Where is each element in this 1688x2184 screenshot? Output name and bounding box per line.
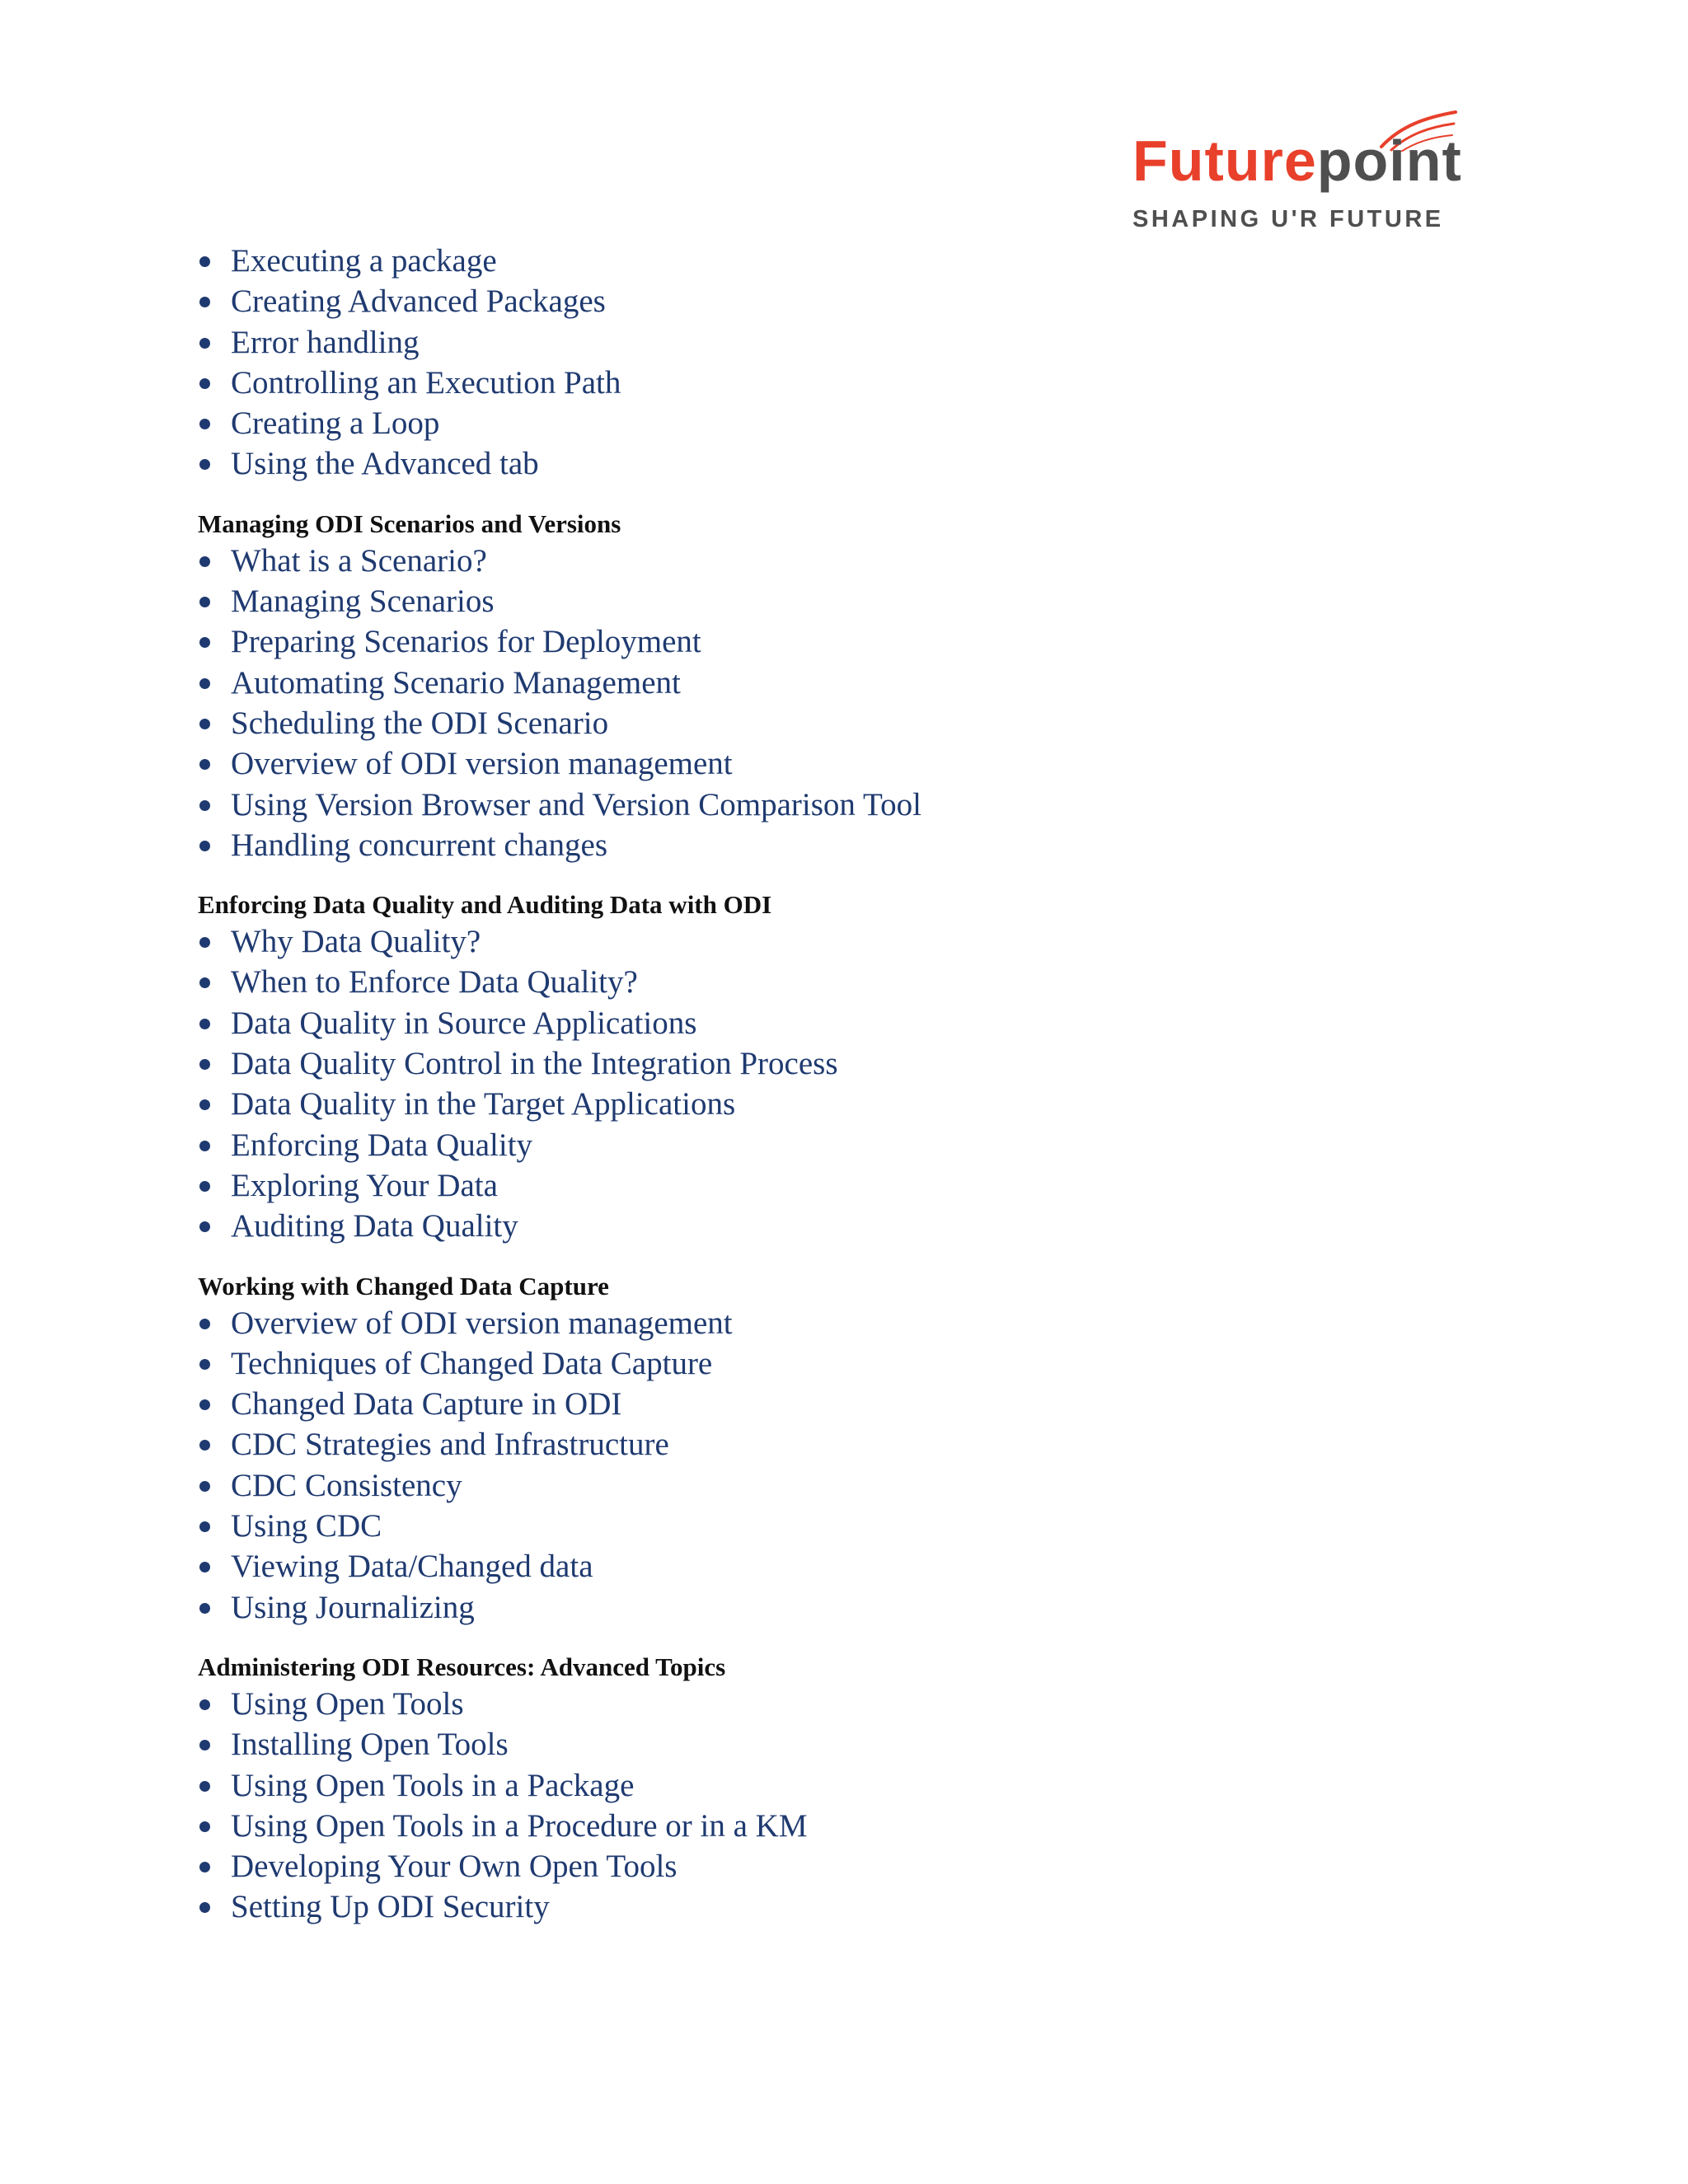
list-item-text: Changed Data Capture in ODI	[231, 1386, 622, 1422]
list-item-text: Exploring Your Data	[231, 1167, 498, 1203]
section-topic-list	[198, 541, 1434, 865]
section	[198, 1270, 1434, 1628]
bullet-icon	[199, 338, 210, 349]
list-item	[198, 785, 1434, 825]
list-item	[198, 1506, 1434, 1546]
list-item	[198, 1303, 1434, 1343]
section-topic-list	[198, 921, 1434, 1246]
list-item-text: Using Journalizing	[231, 1589, 475, 1625]
bullet-icon	[199, 678, 210, 689]
bullet-icon	[199, 719, 210, 729]
list-item	[198, 621, 1434, 662]
bullet-icon	[199, 597, 210, 607]
list-item-text: Handling concurrent changes	[231, 827, 607, 863]
bullet-icon	[199, 1862, 210, 1872]
bullet-icon	[199, 1399, 210, 1410]
bullet-icon	[199, 1141, 210, 1151]
bullet-icon	[199, 1781, 210, 1792]
list-item	[198, 1886, 1434, 1927]
list-item-text: Executing a package	[231, 243, 497, 279]
list-item-text: Installing Open Tools	[231, 1727, 509, 1763]
section-topic-list	[198, 1684, 1434, 1928]
list-item	[198, 1424, 1434, 1465]
list-item	[198, 1546, 1434, 1586]
list-item	[198, 581, 1434, 621]
list-item	[198, 541, 1434, 581]
list-item	[198, 743, 1434, 784]
bullet-icon	[199, 1059, 210, 1070]
list-item-text: CDC Strategies and Infrastructure	[231, 1427, 669, 1463]
sections-container	[198, 508, 1434, 1928]
list-item-text: Why Data Quality?	[231, 924, 481, 960]
bullet-icon	[199, 1902, 210, 1913]
list-item-text: Using Version Browser and Version Comparison Tool	[231, 786, 921, 823]
list-item-text: Using the Advanced tab	[231, 446, 539, 482]
list-item	[198, 363, 1434, 403]
list-item	[198, 663, 1434, 703]
list-item-text: When to Enforce Data Quality?	[231, 964, 638, 1001]
section	[198, 508, 1434, 865]
section-heading: Managing ODI Scenarios and Versions	[198, 509, 621, 538]
list-item-text: Automating Scenario Management	[231, 664, 681, 701]
list-item-text: Preparing Scenarios for Deployment	[231, 624, 701, 660]
bullet-icon	[199, 1359, 210, 1370]
futurepoint-logo	[1131, 105, 1469, 237]
list-item-text: Managing Scenarios	[231, 583, 495, 620]
bullet-icon	[199, 419, 210, 429]
list-item-text: Using CDC	[231, 1508, 382, 1544]
list-item-text: Overview of ODI version management	[231, 746, 733, 782]
bullet-icon	[199, 1099, 210, 1110]
list-item-text: Controlling an Execution Path	[231, 364, 621, 401]
list-item-text: Techniques of Changed Data Capture	[231, 1345, 713, 1381]
bullet-icon	[199, 977, 210, 988]
bullet-icon	[199, 256, 210, 267]
list-item	[198, 1765, 1434, 1806]
bullet-icon	[199, 1181, 210, 1192]
list-item	[198, 1465, 1434, 1506]
logo-wordmark	[1132, 129, 1462, 193]
list-item	[198, 1587, 1434, 1628]
list-item-text: What is a Scenario?	[231, 542, 487, 579]
list-item-text: Enforcing Data Quality	[231, 1127, 533, 1163]
bullet-icon	[199, 800, 210, 811]
list-item	[198, 322, 1434, 363]
bullet-icon	[199, 378, 210, 389]
bullet-icon	[199, 459, 210, 470]
list-item	[198, 825, 1434, 865]
list-item	[198, 1125, 1434, 1165]
list-item-text: Creating Advanced Packages	[231, 284, 606, 320]
section	[198, 888, 1434, 1246]
list-item	[198, 1846, 1434, 1886]
list-item	[198, 1084, 1434, 1124]
list-item	[198, 962, 1434, 1002]
list-item-text: Auditing Data Quality	[231, 1208, 518, 1244]
section-heading: Working with Changed Data Capture	[198, 1271, 609, 1301]
list-item	[198, 443, 1434, 484]
list-item	[198, 921, 1434, 962]
bullet-icon	[199, 1562, 210, 1572]
logo-tagline: SHAPING U'R FUTURE	[1132, 206, 1444, 232]
section	[198, 1651, 1434, 1928]
bullet-icon	[199, 297, 210, 307]
list-item-text: Viewing Data/Changed data	[231, 1549, 593, 1585]
section-heading: Enforcing Data Quality and Auditing Data with ODI	[198, 890, 772, 920]
list-item-text: Using Open Tools	[231, 1685, 464, 1722]
bullet-icon	[199, 1440, 210, 1451]
list-item-text: Data Quality in Source Applications	[231, 1005, 697, 1041]
list-item-text: Scheduling the ODI Scenario	[231, 705, 609, 741]
bullet-icon	[199, 1319, 210, 1329]
bullet-icon	[199, 1221, 210, 1232]
list-item-text: Using Open Tools in a Procedure or in a KM	[231, 1807, 808, 1844]
list-item-text: CDC Consistency	[231, 1467, 462, 1503]
bullet-icon	[199, 1019, 210, 1029]
bullet-icon	[199, 937, 210, 948]
list-item	[198, 1343, 1434, 1384]
list-item	[198, 1384, 1434, 1424]
list-item	[198, 1724, 1434, 1765]
section-heading: Administering ODI Resources: Advanced Topics	[198, 1652, 726, 1681]
list-item	[198, 1165, 1434, 1206]
list-item	[198, 703, 1434, 743]
bullet-icon	[199, 1740, 210, 1750]
bullet-icon	[199, 1699, 210, 1710]
list-item	[198, 241, 1434, 281]
bullet-icon	[199, 556, 210, 567]
list-item-text: Creating a Loop	[231, 405, 440, 442]
list-item-text: Error handling	[231, 324, 420, 360]
section-topic-list	[198, 1303, 1434, 1628]
intro-topic-list	[198, 241, 1434, 485]
list-item-text: Data Quality in the Target Applications	[231, 1086, 736, 1122]
logo-word-future: Future	[1132, 129, 1317, 193]
list-item	[198, 1003, 1434, 1043]
bullet-icon	[199, 1603, 210, 1614]
list-item-text: Using Open Tools in a Package	[231, 1767, 635, 1803]
list-item	[198, 403, 1434, 443]
list-item	[198, 1043, 1434, 1084]
course-outline	[198, 241, 1434, 1928]
list-item-text: Setting Up ODI Security	[231, 1889, 550, 1925]
bullet-icon	[199, 1481, 210, 1492]
bullet-icon	[199, 637, 210, 648]
logo-word-point: point	[1316, 129, 1462, 193]
list-item	[198, 1806, 1434, 1846]
list-item-text: Overview of ODI version management	[231, 1305, 733, 1341]
bullet-icon	[199, 759, 210, 770]
list-item	[198, 1206, 1434, 1246]
bullet-icon	[199, 841, 210, 851]
list-item	[198, 281, 1434, 321]
list-item-text: Data Quality Control in the Integration Process	[231, 1046, 838, 1082]
list-item	[198, 1684, 1434, 1724]
list-item-text: Developing Your Own Open Tools	[231, 1849, 678, 1885]
bullet-icon	[199, 1521, 210, 1532]
bullet-icon	[199, 1821, 210, 1832]
